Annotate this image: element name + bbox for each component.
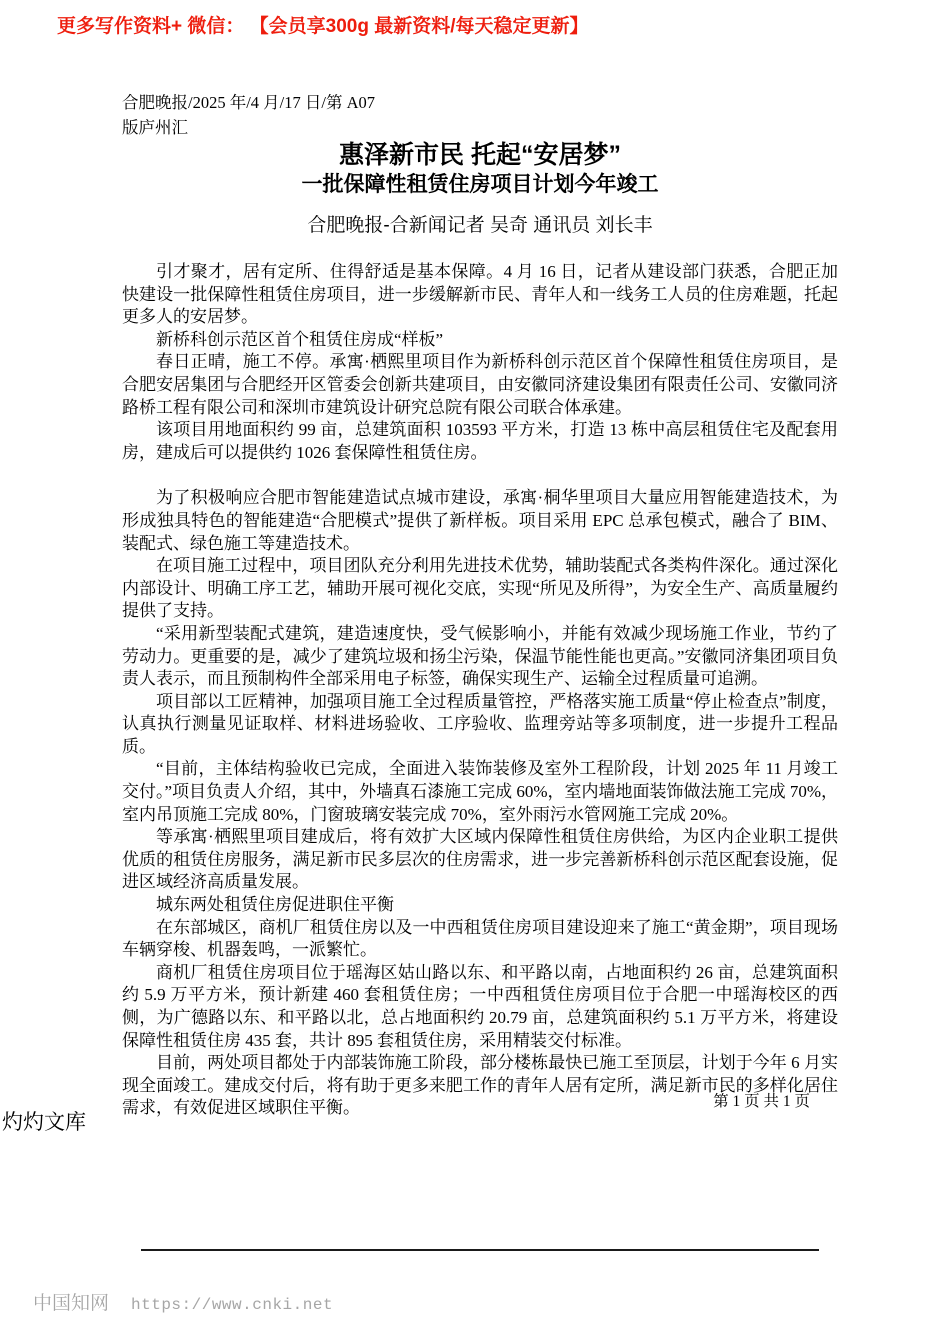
source-meta-line2: 版庐州汇 xyxy=(122,118,188,137)
paragraph: 等承寓·栖熙里项目建成后，将有效扩大区域内保障性租赁住房供给，为区内企业职工提供优质的租赁住房服务，满足新市民多层次的住房需求，进一步完善新桥科创示范区配套设施，促进区域经济高质量发展。 xyxy=(122,827,838,892)
page-indicator: 第 1 页 共 1 页 xyxy=(713,1093,810,1110)
paragraph: 商机厂租赁住房项目位于瑶海区姑山路以东、和平路以南，占地面积约 26 亩，总建筑面积约 5.9 万平方米，预计新建 460 套租赁住房；一中西租赁住房项目位于合肥一中瑶海校区的西侧，为广德路以东、和平路以北，总占地面积约 20.79 亩，总建筑面积约 5.1 万平方米，将建设保障性租赁住房 435 套，共计 895 套租赁住房，采用精装交付标准。 xyxy=(122,962,838,1050)
divider-rule xyxy=(141,1249,819,1251)
article-body xyxy=(122,261,838,1120)
paragraph: 项目部以工匠精神，加强项目施工全过程质量管控，严格落实施工质量“停止检查点”制度，认真执行测量见证取样、材料进场验收、工序验收、监理旁站等多项制度，进一步提升工程品质。 xyxy=(122,691,838,756)
paragraph: 为了积极响应合肥市智能建造试点城市建设，承寓·桐华里项目大量应用智能建造技术，为形成独具特色的智能建造“合肥模式”提供了新样板。项目采用 EPC 总承包模式，融合了 BIM、装配式、绿色施工等建造技术。 xyxy=(122,488,838,553)
source-meta xyxy=(122,90,838,140)
section-heading: 新桥科创示范区首个租赁住房成“样板” xyxy=(156,329,444,349)
paragraph: “目前，主体结构验收已完成，全面进入装饰装修及室外工程阶段，计划 2025 年 11 月竣工交付。”项目负责人介绍，其中，外墙真石漆施工完成 60%，室内墙地面装饰做法施工完成 70%，室内吊顶施工完成 80%，门窗玻璃安装完成 70%，室外雨污水管网施工完成 20%。 xyxy=(122,759,838,824)
paragraph: 在东部城区，商机厂租赁住房以及一中西租赁住房项目建设迎来了施工“黄金期”，项目现场车辆穿梭、机器轰鸣，一派繁忙。 xyxy=(122,917,838,960)
cnki-site-name: 中国知网 xyxy=(33,1293,110,1314)
library-watermark: 灼灼文库 xyxy=(2,1111,86,1134)
paragraph: 该项目用地面积约 99 亩，总建筑面积 103593 平方米，打造 13 栋中高层租赁住宅及配套用房，建成后可以提供约 1026 套保障性租赁住房。 xyxy=(122,420,838,462)
paragraph: 引才聚才，居有定所、住得舒适是基本保障。4 月 16 日，记者从建设部门获悉，合肥正加快建设一批保障性租赁住房项目，进一步缓解新市民、青年人和一线务工人员的住房难题，托起更多人的安居梦。 xyxy=(122,262,838,327)
section-heading: 城东两处租赁住房促进职住平衡 xyxy=(156,895,394,915)
source-meta-line1: 合肥晚报/2025 年/4 月/17 日/第 A07 xyxy=(122,93,376,112)
article-subtitle: 一批保障性租赁住房项目计划今年竣工 xyxy=(301,173,659,196)
cnki-watermark xyxy=(33,1288,333,1315)
cnki-site-url: https://www.cnki.net xyxy=(131,1296,334,1314)
promo-banner: 更多写作资料+ 微信： 【会员享300g 最新资料/每天稳定更新】 xyxy=(57,16,589,37)
article-byline: 合肥晚报-合新闻记者 吴奇 通讯员 刘长丰 xyxy=(307,215,653,236)
paragraph: 目前，两处项目都处于内部装饰施工阶段，部分楼栋最快已施工至顶层，计划于今年 6 月实现全面竣工。建成交付后，将有助于更多来肥工作的青年人居有定所，满足新市民的多样化居住需求，有效促进区域职住平衡。 xyxy=(122,1053,838,1118)
article-title: 惠泽新市民 托起“安居梦” xyxy=(339,141,621,169)
paragraph: 春日正晴，施工不停。承寓·栖熙里项目作为新桥科创示范区首个保障性租赁住房项目，是合肥安居集团与合肥经开区管委会创新共建项目，由安徽同济建设集团有限责任公司、安徽同济路桥工程有限公司和深圳市建筑设计研究总院有限公司联合体承建。 xyxy=(122,352,838,417)
paragraph: “采用新型装配式建筑，建造速度快，受气候影响小，并能有效减少现场施工作业，节约了劳动力。更重要的是，减少了建筑垃圾和扬尘污染，保温节能性能也更高。”安徽同济集团项目负责人表示，而且预制构件全部采用电子标签，确保实现生产、运输全过程质量可追溯。 xyxy=(122,623,838,689)
paragraph: 在项目施工过程中，项目团队充分利用先进技术优势，辅助装配式各类构件深化。通过深化内部设计、明确工序工艺，辅助开展可视化交底，实现“所见及所得”，为安全生产、高质量履约提供了支持。 xyxy=(122,556,838,621)
